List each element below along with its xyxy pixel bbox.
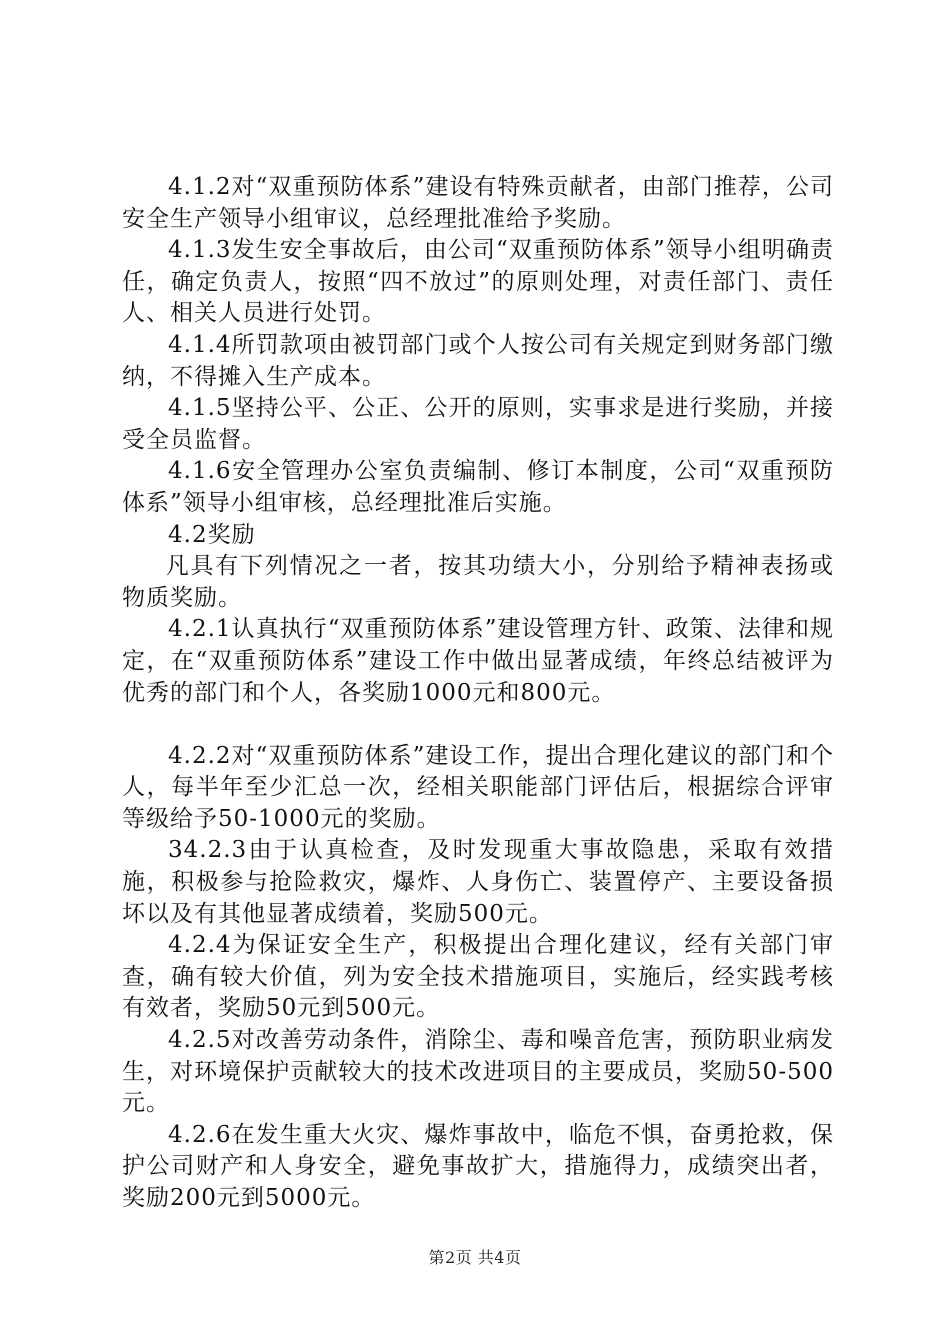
paragraph-4-2-6: 4.2.6在发生重大火灾、爆炸事故中，临危不惧，奋勇抢救，保护公司财产和人身安全，避免事故扩大，措施得力，成绩突出者，奖励200元到5000元。 — [122, 1121, 834, 1211]
paragraph-4-2-5: 4.2.5对改善劳动条件，消除尘、毒和噪音危害，预防职业病发生，对环境保护贡献较大的技术改进项目的主要成员，奖励50-500元。 — [122, 1027, 834, 1117]
paragraph-intro: 凡具有下列情况之一者，按其功绩大小，分别给予精神表扬或物质奖励。 — [122, 553, 834, 611]
paragraph-4-1-4: 4.1.4所罚款项由被罚部门或个人按公司有关规定到财务部门缴纳，不得摊入生产成本。 — [122, 331, 834, 390]
paragraph-4-1-5: 4.1.5坚持公平、公正、公开的原则，实事求是进行奖励，并接受全员监督。 — [122, 395, 834, 453]
page-number-footer: 第2页 共4页 — [428, 1248, 522, 1267]
section-heading-4-2: 4.2奖励 — [168, 521, 256, 548]
paragraph-4-1-2: 4.1.2对“双重预防体系”建设有特殊贡献者，由部门推荐，公司安全生产领导小组审议，总经理批准给予奖励。 — [122, 174, 834, 232]
document-body — [122, 172, 834, 1215]
paragraph-4-1-6: 4.1.6安全管理办公室负责编制、修订本制度，公司“双重预防体系”领导小组审核，总经理批准后实施。 — [122, 458, 834, 516]
blank-line — [122, 709, 834, 741]
paragraph-4-1-3: 4.1.3发生安全事故后，由公司“双重预防体系”领导小组明确责任，确定负责人，按照“四不放过”的原则处理，对责任部门、责任人、相关人员进行处罚。 — [122, 237, 834, 327]
paragraph-4-2-2: 4.2.2对“双重预防体系”建设工作，提出合理化建议的部门和个人，每半年至少汇总一次，经相关职能部门评估后，根据综合评审等级给予50-1000元的奖励。 — [122, 742, 834, 832]
paragraph-4-2-3: 34.2.3由于认真检查，及时发现重大事故隐患，采取有效措施，积极参与抢险救灾，爆炸、人身伤亡、装置停产、主要设备损坏以及有其他显著成绩着，奖励500元。 — [122, 837, 834, 927]
paragraph-4-2-4: 4.2.4为保证安全生产，积极提出合理化建议，经有关部门审查，确有较大价值，列为安全技术措施项目，实施后，经实践考核有效者，奖励50元到500元。 — [122, 932, 834, 1022]
paragraph-4-2-1: 4.2.1认真执行“双重预防体系”建设管理方针、政策、法律和规定，在“双重预防体系”建设工作中做出显著成绩，年终总结被评为优秀的部门和个人，各奖励1000元和800元。 — [122, 616, 834, 706]
